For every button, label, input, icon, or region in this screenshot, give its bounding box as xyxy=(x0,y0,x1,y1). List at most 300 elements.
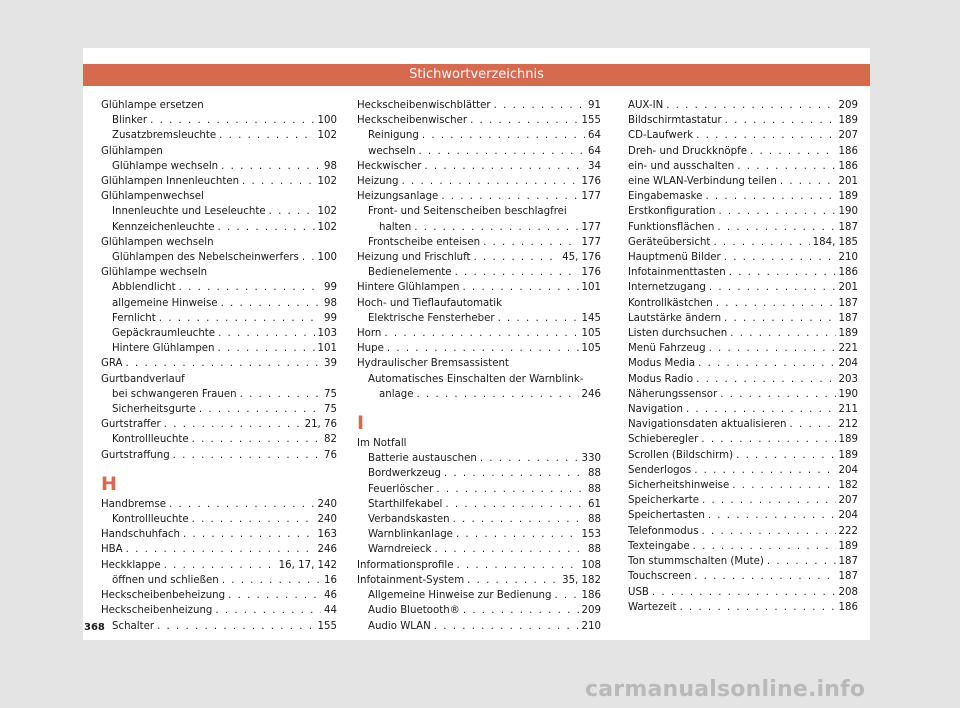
index-page-ref: 35, 182 xyxy=(562,574,601,586)
index-page-ref: 88 xyxy=(588,544,601,556)
index-entry xyxy=(357,128,601,143)
index-column-1 xyxy=(101,98,337,634)
leader-dots xyxy=(126,356,322,371)
index-term: Sicherheitshinweise xyxy=(628,480,730,492)
index-term: Audio WLAN xyxy=(368,620,431,632)
index-entry xyxy=(357,113,601,128)
index-entry xyxy=(357,542,601,557)
index-entry xyxy=(101,387,337,402)
index-term: Allgemeine Hinweise zur Bedienung xyxy=(368,590,552,602)
index-term: Warndreieck xyxy=(368,544,432,556)
index-page-ref: 189 xyxy=(838,449,858,461)
index-page-ref: 163 xyxy=(317,529,337,541)
index-page-ref: 102 xyxy=(317,130,337,142)
index-term: Automatisches Einschalten der Warnblink- xyxy=(368,373,584,385)
index-entry xyxy=(628,524,858,539)
index-page-ref: 210 xyxy=(838,252,858,264)
index-entry xyxy=(101,98,337,113)
index-page-ref: 102 xyxy=(317,221,337,233)
index-term: Front- und Seitenscheiben beschlagfrei xyxy=(368,206,567,218)
index-page-ref: 240 xyxy=(317,498,337,510)
leader-dots xyxy=(696,372,835,387)
index-entry xyxy=(101,417,337,432)
index-page-ref: 64 xyxy=(588,145,601,157)
index-term: GRA xyxy=(101,358,123,370)
leader-dots xyxy=(767,554,836,569)
index-term: Schieberegler xyxy=(628,434,699,446)
index-entry xyxy=(101,372,337,387)
leader-dots xyxy=(218,341,315,356)
index-term: Ton stummschalten (Mute) xyxy=(628,556,764,568)
index-term: Zusatzbremsleuchte xyxy=(112,130,217,142)
index-term: Touchscreen xyxy=(628,571,692,583)
index-term: Kontrollkästchen xyxy=(628,297,713,309)
index-page-ref: 88 xyxy=(588,514,601,526)
index-term: halten xyxy=(379,221,412,233)
index-column-3 xyxy=(628,98,858,615)
index-page-ref: 209 xyxy=(838,100,858,111)
index-entry xyxy=(628,113,858,128)
leader-dots xyxy=(434,542,585,557)
index-term: CD-Laufwerk xyxy=(628,130,694,142)
index-term: Navigation xyxy=(628,404,683,416)
leader-dots xyxy=(164,558,276,573)
leader-dots xyxy=(169,497,315,512)
index-term: Hintere Glühlampen xyxy=(112,343,215,355)
index-entry xyxy=(628,159,858,174)
leader-dots xyxy=(470,113,578,128)
leader-dots xyxy=(724,311,836,326)
index-page-ref: 98 xyxy=(324,160,337,172)
index-page-ref: 103 xyxy=(317,328,337,340)
index-entry xyxy=(628,250,858,265)
index-entry xyxy=(101,448,337,463)
index-entry xyxy=(101,512,337,527)
index-entry xyxy=(101,311,337,326)
index-page-ref: 75 xyxy=(324,388,337,400)
index-entry xyxy=(101,159,337,174)
index-term: Infotainment-System xyxy=(357,574,465,586)
leader-dots xyxy=(222,573,321,588)
index-term: Verbandskasten xyxy=(368,514,450,526)
index-term: Heckscheibenwischer xyxy=(357,115,468,127)
index-term: anlage xyxy=(379,388,414,400)
leader-dots xyxy=(164,417,302,432)
leader-dots xyxy=(192,432,321,447)
index-term: ein- und ausschalten xyxy=(628,160,735,172)
index-page-ref: 189 xyxy=(838,328,858,340)
index-page-ref: 187 xyxy=(838,221,858,233)
index-entry xyxy=(628,387,858,402)
index-entry xyxy=(357,573,601,588)
index-page-ref: 187 xyxy=(838,556,858,568)
leader-dots xyxy=(693,539,836,554)
leader-dots xyxy=(725,113,836,128)
leader-dots xyxy=(157,619,314,634)
index-page-ref: 222 xyxy=(838,525,858,537)
leader-dots xyxy=(652,585,836,600)
index-term: Heckscheibenbeheizung xyxy=(101,590,226,602)
index-entry xyxy=(357,144,601,159)
leader-dots xyxy=(709,280,836,295)
index-entry xyxy=(101,402,337,417)
leader-dots xyxy=(159,311,321,326)
index-entry xyxy=(357,482,601,497)
index-page-ref: 88 xyxy=(588,483,601,495)
index-term: Telefonmodus xyxy=(628,525,699,537)
index-term: Glühlampen des Nebelscheinwerfers xyxy=(112,252,299,264)
index-term: Elektrische Fensterheber xyxy=(368,312,495,324)
index-term: Heckscheibenheizung xyxy=(101,605,213,617)
index-page-ref: 210 xyxy=(581,620,601,632)
leader-dots xyxy=(737,159,835,174)
index-entry xyxy=(357,619,601,634)
index-entry xyxy=(628,204,858,219)
leader-dots xyxy=(215,603,321,618)
leader-dots xyxy=(483,235,578,250)
leader-dots xyxy=(680,600,836,615)
index-page-ref: 177 xyxy=(581,221,601,233)
leader-dots xyxy=(242,174,315,189)
leader-dots xyxy=(150,113,314,128)
index-page-ref: 246 xyxy=(317,544,337,556)
index-entry xyxy=(357,341,601,356)
index-page-ref: 207 xyxy=(838,130,858,142)
index-term: Feuerlöscher xyxy=(368,483,434,495)
leader-dots xyxy=(456,527,579,542)
leader-dots xyxy=(750,144,836,159)
index-entry xyxy=(628,311,858,326)
index-term: Menü Fahrzeug xyxy=(628,343,706,355)
index-page-ref: 177 xyxy=(581,191,601,203)
index-column-2 xyxy=(357,98,601,634)
index-letter-heading: I xyxy=(357,412,365,435)
index-page-ref: 189 xyxy=(838,115,858,127)
index-page-ref: 182 xyxy=(838,480,858,492)
index-entry xyxy=(357,588,601,603)
leader-dots xyxy=(780,174,836,189)
index-term: Sicherheitsgurte xyxy=(112,404,196,416)
index-entry xyxy=(101,527,337,542)
index-term: Hoch- und Tieflaufautomatik xyxy=(357,297,503,309)
index-term: Starthilfekabel xyxy=(368,498,443,510)
index-page-ref: 102 xyxy=(317,176,337,188)
index-entry xyxy=(628,569,858,584)
index-entry xyxy=(357,436,601,451)
index-entry xyxy=(628,189,858,204)
leader-dots xyxy=(720,387,835,402)
index-page-ref: 187 xyxy=(838,297,858,309)
index-entry xyxy=(101,128,337,143)
index-page-ref: 189 xyxy=(838,540,858,552)
index-entry xyxy=(101,189,337,204)
index-entry xyxy=(628,144,858,159)
index-term: Gurtbandverlauf xyxy=(101,373,185,385)
index-entry xyxy=(357,174,601,189)
leader-dots xyxy=(269,204,315,219)
index-entry xyxy=(101,250,337,265)
section-title: Stichwortverzeichnis xyxy=(409,67,544,82)
index-page-ref: 82 xyxy=(324,434,337,446)
index-term: Glühlampe ersetzen xyxy=(101,100,204,111)
page-number: 368 xyxy=(84,622,105,633)
index-page-ref: 99 xyxy=(324,312,337,324)
index-page-ref: 75 xyxy=(324,404,337,416)
leader-dots xyxy=(422,128,585,143)
index-page-ref: 187 xyxy=(838,312,858,324)
index-term: Heckscheibenwischblätter xyxy=(357,100,491,111)
index-entry xyxy=(628,356,858,371)
index-term: Listen durchsuchen xyxy=(628,328,728,340)
index-page-ref: 105 xyxy=(581,328,601,340)
leader-dots xyxy=(463,280,579,295)
index-entry xyxy=(357,220,601,235)
leader-dots xyxy=(701,432,835,447)
leader-dots xyxy=(199,402,321,417)
leader-dots xyxy=(402,174,579,189)
right-margin xyxy=(870,48,960,640)
leader-dots xyxy=(126,542,315,557)
index-entry xyxy=(628,296,858,311)
index-entry xyxy=(357,311,601,326)
leader-dots xyxy=(702,493,836,508)
leader-dots xyxy=(696,128,835,143)
index-term: Horn xyxy=(357,328,382,340)
leader-dots xyxy=(387,341,579,356)
index-entry xyxy=(628,508,858,523)
leader-dots xyxy=(480,451,579,466)
index-entry xyxy=(357,466,601,481)
index-page-ref: 91 xyxy=(588,100,601,111)
index-term: Abblendlicht xyxy=(112,282,176,294)
index-entry xyxy=(357,372,601,387)
index-term: USB xyxy=(628,586,649,598)
index-page-ref: 45, 176 xyxy=(562,252,601,264)
leader-dots xyxy=(716,296,836,311)
leader-dots xyxy=(554,588,578,603)
index-term: Bordwerkzeug xyxy=(368,468,441,480)
leader-dots xyxy=(453,512,585,527)
index-term: Hupe xyxy=(357,343,384,355)
leader-dots xyxy=(736,448,835,463)
leader-dots xyxy=(498,311,579,326)
index-term: Modus Media xyxy=(628,358,696,370)
index-term: Warnblinkanlage xyxy=(368,529,453,541)
leader-dots xyxy=(221,296,321,311)
index-term: Modus Radio xyxy=(628,373,694,385)
index-term: Glühlampe wechseln xyxy=(112,160,219,172)
leader-dots xyxy=(698,356,835,371)
index-page-ref: 61 xyxy=(588,498,601,510)
index-entry xyxy=(357,603,601,618)
index-page-ref: 208 xyxy=(838,586,858,598)
index-term: allgemeine Hinweise xyxy=(112,297,218,309)
index-page-ref: 212 xyxy=(838,419,858,431)
index-page-ref: 211 xyxy=(838,404,858,416)
leader-dots xyxy=(436,482,585,497)
index-page-ref: 176 xyxy=(581,176,601,188)
index-entry xyxy=(357,280,601,295)
index-page-ref: 187 xyxy=(838,571,858,583)
leader-dots xyxy=(240,387,321,402)
index-page-ref: 101 xyxy=(317,343,337,355)
index-entry xyxy=(357,497,601,512)
index-term: Näherungssensor xyxy=(628,388,718,400)
leader-dots xyxy=(705,189,835,204)
index-term: Funktionsflächen xyxy=(628,221,715,233)
index-term: Frontscheibe enteisen xyxy=(368,236,481,248)
index-term: Glühlampenwechsel xyxy=(101,191,204,203)
index-term: Speicherkarte xyxy=(628,495,699,507)
leader-dots xyxy=(730,326,835,341)
leader-dots xyxy=(718,204,835,219)
index-page-ref: 34 xyxy=(588,160,601,172)
index-entry xyxy=(628,478,858,493)
index-term: eine WLAN-Verbindung teilen xyxy=(628,176,777,188)
leader-dots xyxy=(179,280,321,295)
index-page-ref: 44 xyxy=(324,605,337,617)
leader-dots xyxy=(221,159,321,174)
index-page-ref: 184, 185 xyxy=(812,236,858,248)
index-entry xyxy=(628,235,858,250)
index-term: Glühlampen Innenleuchten xyxy=(101,176,240,188)
index-entry xyxy=(628,98,858,113)
index-page-ref: 105 xyxy=(581,343,601,355)
leader-dots xyxy=(302,250,315,265)
index-page-ref: 246 xyxy=(581,388,601,400)
index-page-ref: 186 xyxy=(838,145,858,157)
index-page-ref: 102 xyxy=(317,206,337,218)
index-term: Senderlogos xyxy=(628,464,692,476)
leader-dots xyxy=(384,326,578,341)
watermark: carmanualsonline.info xyxy=(585,677,866,702)
leader-dots xyxy=(729,265,836,280)
index-page-ref: 39 xyxy=(324,358,337,370)
leader-dots xyxy=(419,144,586,159)
index-entry xyxy=(101,497,337,512)
index-entry xyxy=(357,326,601,341)
leader-dots xyxy=(732,478,835,493)
index-term: HBA xyxy=(101,544,123,556)
index-term: Blinker xyxy=(112,115,148,127)
index-term: wechseln xyxy=(368,145,416,157)
index-term: Glühlampen wechseln xyxy=(101,236,214,248)
index-entry xyxy=(101,235,337,250)
index-page-ref: 100 xyxy=(317,115,337,127)
index-page-ref: 209 xyxy=(581,605,601,617)
index-page-ref: 76 xyxy=(324,449,337,461)
index-term: Heizung xyxy=(357,176,399,188)
index-entry xyxy=(101,603,337,618)
index-page-ref: 330 xyxy=(581,453,601,465)
index-term: Gurtstraffung xyxy=(101,449,170,461)
index-page-ref: 101 xyxy=(581,282,601,294)
leader-dots xyxy=(694,569,835,584)
leader-dots xyxy=(694,463,835,478)
leader-dots xyxy=(424,159,585,174)
index-term: Fernlicht xyxy=(112,312,156,324)
leader-dots xyxy=(666,98,835,113)
index-term: Bildschirmtastatur xyxy=(628,115,722,127)
index-term: Gepäckraumleuchte xyxy=(112,328,216,340)
index-page-ref: 64 xyxy=(588,130,601,142)
index-page-ref: 186 xyxy=(838,601,858,613)
section-header xyxy=(83,64,870,86)
index-entry xyxy=(101,174,337,189)
index-entry xyxy=(101,573,337,588)
index-term: Batterie austauschen xyxy=(368,453,477,465)
index-entry xyxy=(101,356,337,371)
index-entry xyxy=(101,113,337,128)
index-page-ref: 201 xyxy=(838,176,858,188)
index-entry xyxy=(357,527,601,542)
index-entry xyxy=(628,220,858,235)
index-term: Handbremse xyxy=(101,498,167,510)
leader-dots xyxy=(717,220,835,235)
index-page-ref: 186 xyxy=(838,267,858,279)
index-term: Navigationsdaten aktualisieren xyxy=(628,419,787,431)
index-entry xyxy=(628,417,858,432)
index-page-ref: 189 xyxy=(838,191,858,203)
index-term: Scrollen (Bildschirm) xyxy=(628,449,734,461)
index-term: Bedienelemente xyxy=(368,267,452,279)
index-term: Hauptmenü Bilder xyxy=(628,252,721,264)
index-entry xyxy=(628,448,858,463)
index-entry xyxy=(357,250,601,265)
index-entry xyxy=(101,296,337,311)
leader-dots xyxy=(790,417,836,432)
index-page-ref: 177 xyxy=(581,236,601,248)
index-term: Hydraulischer Bremsassistent xyxy=(357,358,509,370)
top-margin xyxy=(0,0,960,48)
index-term: Erstkonfiguration xyxy=(628,206,716,218)
index-page-ref: 21, 76 xyxy=(304,419,337,431)
index-entry xyxy=(357,512,601,527)
index-entry xyxy=(357,451,601,466)
index-page-ref: 203 xyxy=(838,373,858,385)
index-term: Gurtstraffer xyxy=(101,419,161,431)
index-term: Heckklappe xyxy=(101,559,161,571)
index-entry xyxy=(101,220,337,235)
index-term: Innenleuchte und Leseleuchte xyxy=(112,206,266,218)
index-entry xyxy=(357,265,601,280)
index-term: Kontrollleuchte xyxy=(112,434,189,446)
index-entry xyxy=(628,265,858,280)
index-entry xyxy=(628,585,858,600)
index-entry xyxy=(101,144,337,159)
index-page-ref: 186 xyxy=(838,160,858,172)
leader-dots xyxy=(414,220,578,235)
index-page-ref: 46 xyxy=(324,590,337,602)
index-page-ref: 155 xyxy=(317,620,337,632)
index-entry xyxy=(628,432,858,447)
leader-dots xyxy=(463,603,579,618)
index-page-ref: 108 xyxy=(581,559,601,571)
leader-dots xyxy=(219,128,314,143)
index-term: Informationsprofile xyxy=(357,559,454,571)
index-page-ref: 204 xyxy=(838,358,858,370)
index-entry xyxy=(357,189,601,204)
index-entry xyxy=(357,296,601,311)
index-page-ref: 153 xyxy=(581,529,601,541)
index-entry xyxy=(101,265,337,280)
index-term: Hintere Glühlampen xyxy=(357,282,460,294)
index-entry xyxy=(628,539,858,554)
leader-dots xyxy=(441,189,578,204)
index-entry xyxy=(628,463,858,478)
index-term: Im Notfall xyxy=(357,438,407,450)
leader-dots xyxy=(192,512,315,527)
